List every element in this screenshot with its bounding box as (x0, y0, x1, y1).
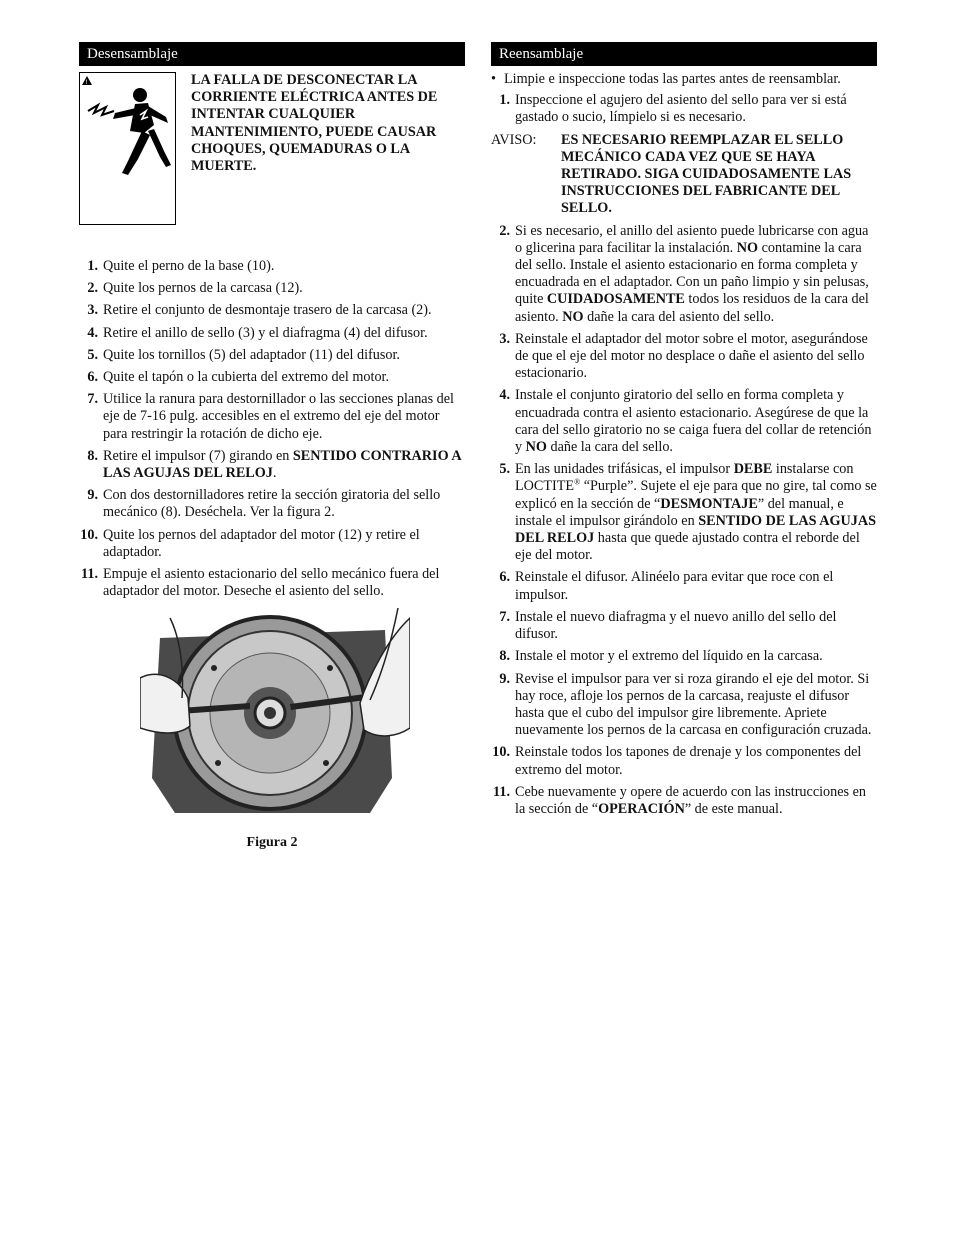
step-number: 5. (87, 346, 98, 363)
step-number: 9. (499, 670, 510, 687)
list-item (491, 671, 877, 740)
registered-mark: ® (574, 477, 581, 487)
disassembly-heading: Desensamblaje (79, 42, 465, 66)
figure-2 (79, 608, 465, 850)
list-item (491, 461, 877, 564)
list-item (79, 391, 465, 443)
step-text: Con dos destornilladores retire la sección giratoria del sello mecánico (8). Deséchela. Ver la figura 2. (103, 487, 441, 521)
step-text: Instale el conjunto giratorio del sello en forma completa y encuadrada contra el asiento estacionario. Asegúrese de que la cara del sello giratorio no se caiga fuera del collar de retención y (515, 387, 872, 456)
step-text: ” del manual, e instale el impulsor girándolo en (515, 495, 844, 529)
list-item (79, 325, 465, 342)
list-item (79, 302, 465, 319)
list-item (491, 331, 877, 383)
list-item (491, 223, 877, 326)
step-text-pre: Retire el impulsor (7) girando en (103, 447, 293, 464)
svg-text:!: ! (85, 79, 88, 87)
disassembly-steps (79, 258, 465, 600)
step-text-bold: DESMONTAJE (660, 495, 758, 512)
step-text-bold: NO (525, 439, 547, 456)
step-text: dañe la cara del asiento del sello. (583, 308, 775, 325)
notice-text: ES NECESARIO REEMPLAZAR EL SELLO MECÁNICO CADA VEZ QUE SE HAYA RETIRADO. SIGA CUIDADOSAMENTE LAS INSTRUCCIONES DEL FABRICANTE DEL SELLO. (561, 131, 852, 217)
step-number: 8. (499, 648, 510, 665)
step-text: En las unidades trifásicas, el impulsor (515, 461, 734, 478)
step-text: Quite el tapón o la cubierta del extremo del motor. (103, 369, 390, 386)
step-text: Cebe nuevamente y opere de acuerdo con las instrucciones en la sección de “ (515, 783, 866, 817)
list-item (491, 92, 877, 126)
step-number: 11. (81, 566, 98, 583)
step-number: 2. (87, 280, 98, 297)
step-text: Empuje el asiento estacionario del sello mecánico fuera del adaptador del motor. Deseche el asiento del sello. (103, 566, 440, 600)
list-item (79, 448, 465, 482)
step-text: Reinstale todos los tapones de drenaje y los componentes del extremo del motor. (515, 744, 862, 778)
step-text-bold: SENTIDO CONTRARIO A LAS AGUJAS DEL RELOJ (103, 447, 461, 482)
step-text: Quite los pernos de la carcasa (12). (103, 280, 303, 297)
step-number: 10. (80, 526, 98, 543)
step-text: dañe la cara del sello. (546, 439, 673, 456)
step-text-bold: SENTIDO DE LAS AGUJAS DEL RELOJ (515, 512, 877, 547)
step-text-bold: CUIDADOSAMENTE (546, 291, 685, 308)
step-number: 4. (87, 324, 98, 341)
step-number: 9. (87, 487, 98, 504)
step-number: 2. (499, 222, 510, 239)
figure-caption: Figura 2 (246, 835, 298, 851)
step-text: Quite el perno de la base (10). (103, 258, 275, 274)
reassembly-steps-b (491, 223, 877, 819)
warning-block (79, 72, 465, 258)
step-number: 5. (499, 461, 510, 478)
step-text: todos los residuos de la cara del asiento. (515, 291, 869, 325)
step-text: “Purple”. Sujete el eje para que no gire, tal como se explicó en la sección de “ (515, 478, 877, 512)
electric-shock-warning-icon (79, 72, 176, 225)
step-text: Instale el motor y el extremo del líquido en la carcasa. (515, 648, 823, 665)
step-number: 6. (499, 569, 510, 586)
list-item (79, 347, 465, 364)
bullet-item (491, 71, 877, 88)
step-text: instalarse con LOCTITE (515, 461, 854, 495)
step-number: 4. (499, 387, 510, 404)
step-text: contamine la cara del sello. Instale el asiento estacionario en forma completa y encuadrada en el adaptador. Con un paño limpio y sin pelusas, quite (515, 239, 869, 308)
step-number: 6. (87, 369, 98, 386)
bullet-icon: • (491, 71, 496, 87)
step-number: 3. (87, 302, 98, 319)
list-item (79, 258, 465, 275)
list-item (491, 569, 877, 603)
step-text: Reinstale el adaptador del motor sobre el motor, asegurándose de que el eje del motor no desplace o dañe el asiento del sello estacionario. (515, 330, 868, 382)
step-number: 8. (87, 447, 98, 464)
list-item (491, 609, 877, 643)
step-text-bold: DEBE (733, 461, 773, 478)
step-number: 11. (493, 783, 510, 800)
list-item (79, 280, 465, 297)
list-item (79, 487, 465, 521)
notice-label: AVISO: (491, 131, 537, 148)
step-text: Retire el anillo de sello (3) y el diafragma (4) del difusor. (103, 324, 428, 341)
list-item (79, 369, 465, 386)
step-number: 7. (87, 391, 98, 408)
step-number: 1. (87, 258, 98, 274)
step-text: Reinstale el difusor. Alinéelo para evitar que roce con el impulsor. (515, 569, 834, 603)
list-item (79, 527, 465, 561)
step-text: Retire el conjunto de desmontaje trasero de la carcasa (2). (103, 302, 432, 319)
step-number: 1. (499, 92, 510, 109)
reassembly-column (491, 42, 877, 823)
list-item (491, 387, 877, 456)
step-text: Si es necesario, el anillo del asiento puede lubricarse con agua o glicerina para facilitar la instalación. (515, 222, 869, 256)
notice-block (491, 132, 877, 218)
warning-text: LA FALLA DE DESCONECTAR LA CORRIENTE ELÉCTRICA ANTES DE INTENTAR CUALQUIER MANTENIMIENTO, PUEDE CAUSAR CHOQUES, QUEMADURAS O LA MUERTE. (191, 72, 438, 175)
seal-removal-photo (140, 608, 410, 820)
list-item (79, 566, 465, 600)
reassembly-steps-a (491, 92, 877, 126)
step-text: Revise el impulsor para ver si roza girando el eje del motor. Si hay roce, afloje los pernos de la carcasa, reajuste el difusor hasta que el cubo del impulsor gire libremente. Apriete nuevamente los pernos de la carcasa en configuración cruzada. (515, 670, 872, 739)
step-text: Instale el nuevo diafragma y el nuevo anillo del sello del difusor. (515, 608, 837, 643)
step-text: Utilice la ranura para destornillador o las secciones planas del eje de 7-16 pulg. accesibles en el extremo del eje del motor para restringir la rotación de dicho eje. (103, 391, 455, 442)
step-text: Quite los tornillos (5) del adaptador (11) del difusor. (103, 346, 400, 363)
step-text: Inspeccione el agujero del asiento del sello para ver si está gastado o sucio, límpielo si es necesario. (515, 92, 847, 126)
reassembly-heading: Reensamblaje (491, 42, 877, 66)
step-text-bold: NO (562, 308, 584, 325)
disassembly-column (79, 42, 465, 850)
step-text-post: . (272, 465, 277, 482)
list-item (491, 744, 877, 778)
list-item (491, 648, 877, 665)
step-number: 10. (492, 744, 510, 761)
step-text-bold: OPERACIÓN (598, 800, 685, 817)
step-text-bold: NO (736, 239, 759, 256)
step-text: ” de este manual. (684, 800, 783, 817)
step-number: 7. (499, 608, 510, 625)
bullet-text: Limpie e inspeccione todas las partes antes de reensamblar. (504, 71, 841, 87)
step-text: Quite los pernos del adaptador del motor (12) y retire el adaptador. (103, 526, 420, 560)
step-number: 3. (499, 330, 510, 347)
step-text: hasta que quede ajustado contra el reborde del eje del motor. (515, 530, 860, 564)
list-item (491, 784, 877, 818)
